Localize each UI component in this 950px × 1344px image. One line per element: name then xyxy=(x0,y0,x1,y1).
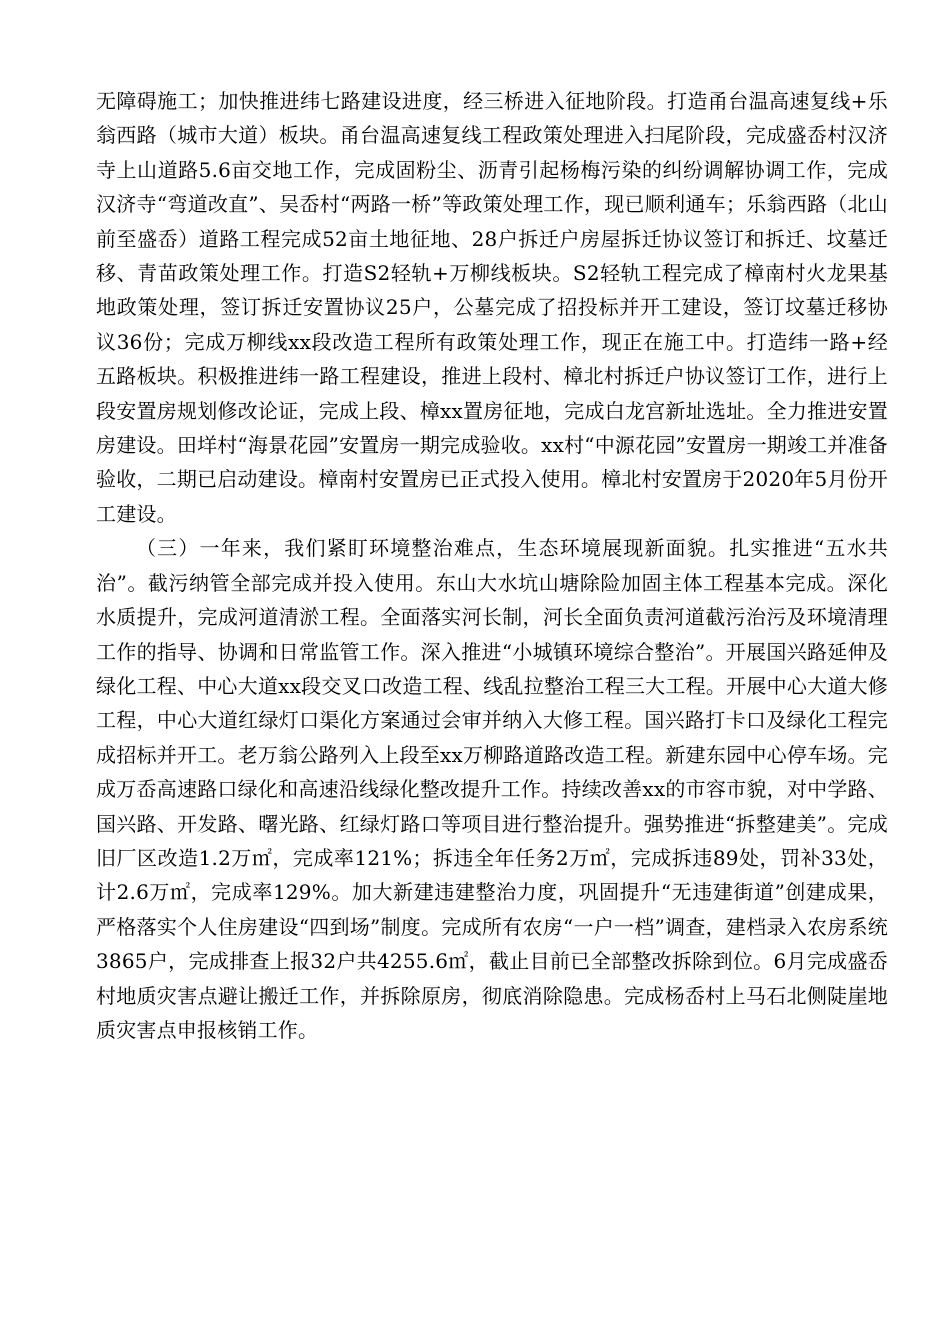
paragraph-continuation: 无障碍施工；加快推进纬七路建设进度，经三桥进入征地阶段。打造甬台温高速复线+乐翁西路（城市大道）板块。甬台温高速复线工程政策处理进入扫尾阶段，完成盛岙村汉济寺上山道路5.6亩交地工作，完成固粉尘、沥青引起杨梅污染的纠纷调解协调工作，完成汉济寺“弯道改直”、吴岙村“两路一桥”等政策处理工作，现已顺利通车；乐翁西路（北山前至盛岙）道路工程完成52亩土地征地、28户拆迁户房屋拆迁协议签订和拆迁、坟墓迁移、青苗政策处理工作。打造S2轻轨+万柳线板块。S2轻轨工程完成了樟南村火龙果基地政策处理，签订拆迁安置协议25户，公墓完成了招投标并开工建设，签订坟墓迁移协议36份；完成万柳线xx段改造工程所有政策处理工作，现正在施工中。打造纬一路+经五路板块。积极推进纬一路工程建设，推进上段村、樟北村拆迁户协议签订工作，进行上段安置房规划修改论证，完成上段、樟xx置房征地，完成白龙宫新址选址。全力推进安置房建设。田垟村“海景花园”安置房一期完成验收。xx村“中源花园”安置房一期竣工并准备验收，二期已启动建设。樟南村安置房已正式投入使用。樟北村安置房于2020年5月份开工建设。 xyxy=(96,89,888,526)
paragraph-section-three: （三）一年来，我们紧盯环境整治难点，生态环境展现新面貌。扎实推进“五水共治”。截污纳管全部完成并投入使用。东山大水坑山塘除险加固主体工程基本完成。深化水质提升，完成河道清淤工程。全面落实河长制，河长全面负责河道截污治污及环境清理工作的指导、协调和日常监管工作。深入推进“小城镇环境综合整治”。开展国兴路延伸及绿化工程、中心大道xx段交叉口改造工程、线乱拉整治工程三大工程。开展中心大道大修工程，中心大道红绿灯口渠化方案通过会审并纳入大修工程。国兴路打卡口及绿化工程完成招标并开工。老万翁公路列入上段至xx万柳路道路改造工程。新建东园中心停车场。完成万岙高速路口绿化和高速沿线绿化整改提升工作。持续改善xx的市容市貌，对中学路、国兴路、开发路、曙光路、红绿灯路口等项目进行整治提升。强势推进“拆整建美”。完成旧厂区改造1.2万㎡，完成率121%；拆违全年任务2万㎡，完成拆违89处，罚补33处，计2.6万㎡，完成率129%。加大新建违建整治力度，巩固提升“无违建街道”创建成果，严格落实个人住房建设“四到场”制度。完成所有农房“一户一档”调查，建档录入农房系统3865户，完成排查上报32户共4255.6㎡，截止目前已全部整改拆除到位。6月完成盛岙村地质灾害点避让搬迁工作，并拆除原房，彻底消除隐患。完成杨岙村上马石北侧陡崖地质灾害点申报核销工作。 xyxy=(96,536,888,1042)
document-body xyxy=(96,84,888,1047)
